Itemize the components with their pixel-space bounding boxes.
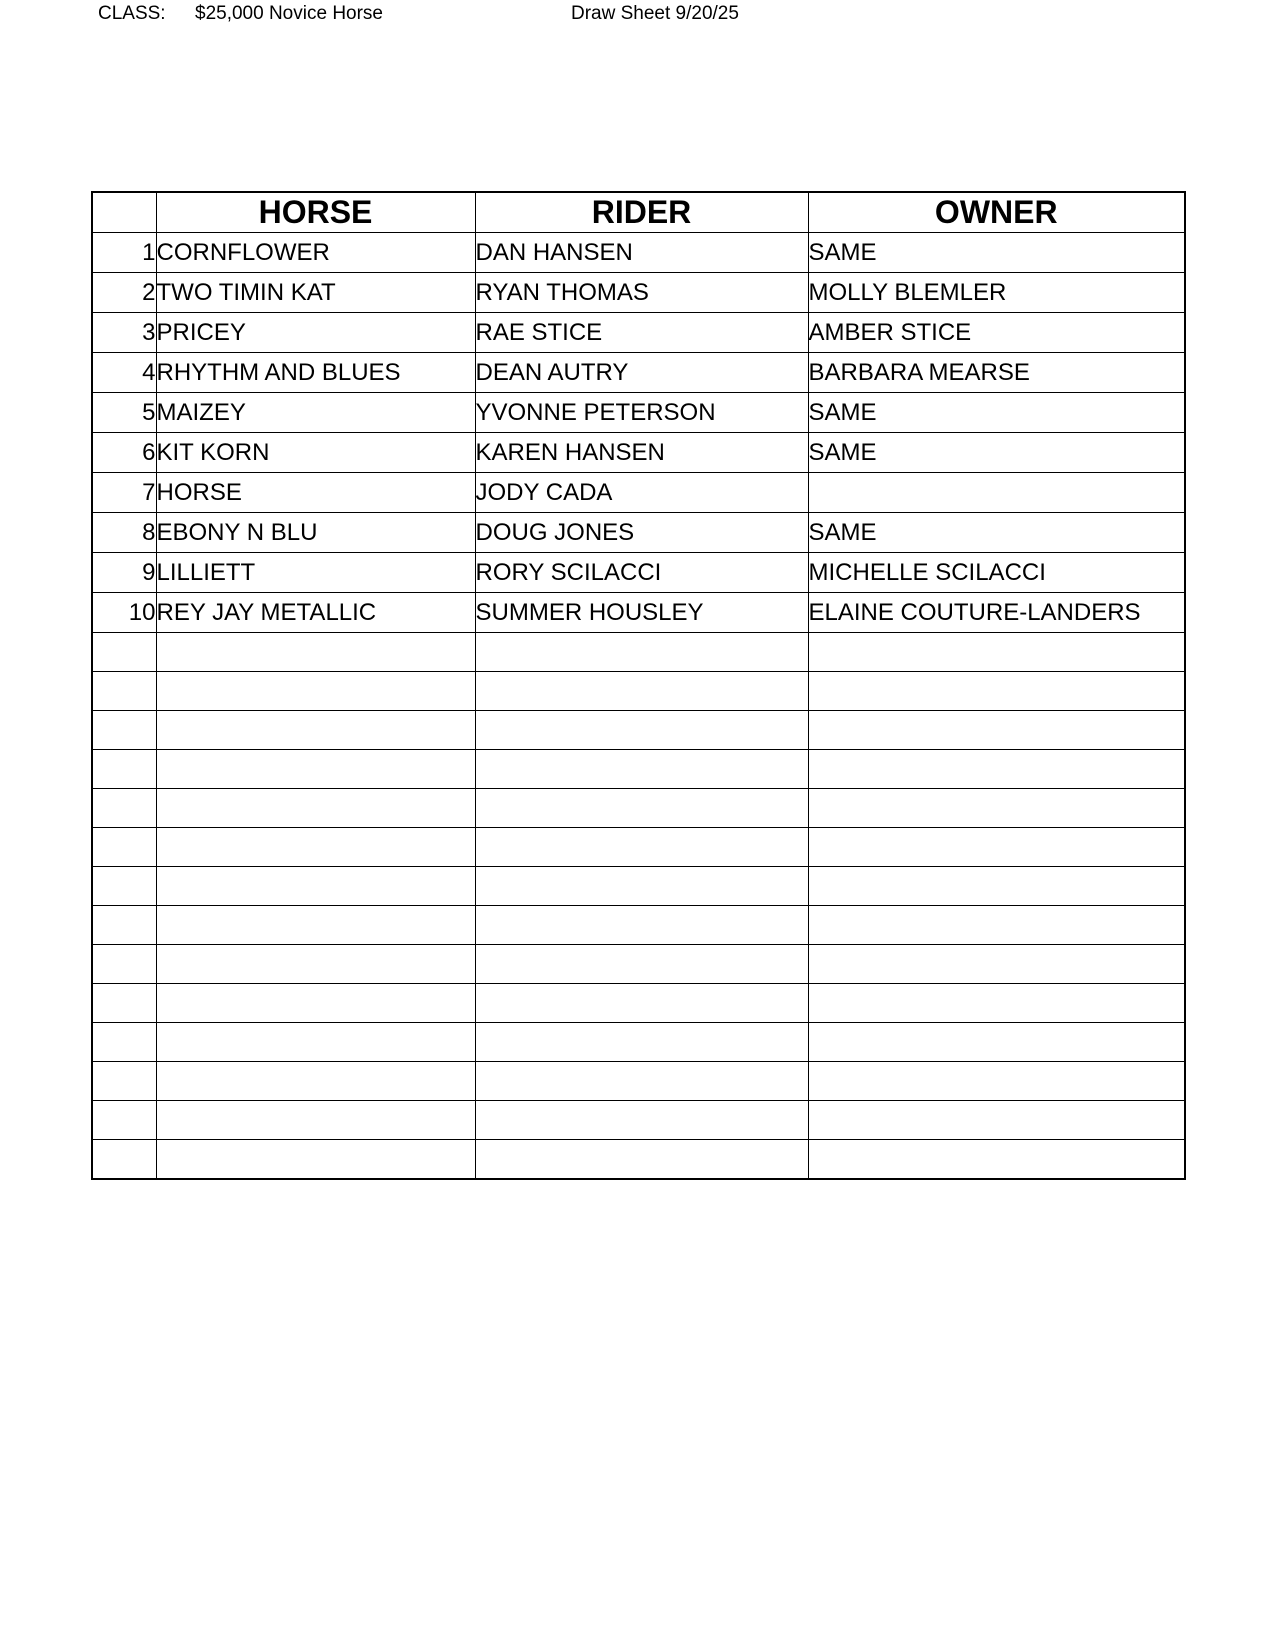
draw-number-cell bbox=[92, 945, 156, 984]
rider-cell bbox=[475, 945, 808, 984]
table-row bbox=[92, 672, 1185, 711]
rider-cell: DAN HANSEN bbox=[475, 233, 808, 273]
draw-number-cell bbox=[92, 750, 156, 789]
draw-number-cell: 1 bbox=[92, 233, 156, 273]
column-header-owner: OWNER bbox=[808, 192, 1185, 233]
rider-cell bbox=[475, 672, 808, 711]
horse-cell bbox=[156, 672, 475, 711]
draw-table bbox=[91, 191, 1186, 1180]
class-label: CLASS: bbox=[98, 3, 166, 24]
horse-cell bbox=[156, 867, 475, 906]
owner-cell bbox=[808, 867, 1185, 906]
horse-cell: RHYTHM AND BLUES bbox=[156, 353, 475, 393]
owner-cell: ELAINE COUTURE-LANDERS bbox=[808, 593, 1185, 633]
owner-cell: SAME bbox=[808, 433, 1185, 473]
draw-number-cell bbox=[92, 867, 156, 906]
owner-cell: MICHELLE SCILACCI bbox=[808, 553, 1185, 593]
rider-cell: KAREN HANSEN bbox=[475, 433, 808, 473]
draw-number-cell bbox=[92, 1101, 156, 1140]
rider-cell bbox=[475, 984, 808, 1023]
owner-cell bbox=[808, 1023, 1185, 1062]
rider-cell bbox=[475, 633, 808, 672]
draw-number-cell: 2 bbox=[92, 273, 156, 313]
horse-cell bbox=[156, 711, 475, 750]
rider-cell: YVONNE PETERSON bbox=[475, 393, 808, 433]
draw-number-cell: 4 bbox=[92, 353, 156, 393]
horse-cell bbox=[156, 1140, 475, 1179]
column-header-horse: HORSE bbox=[156, 192, 475, 233]
horse-cell: LILLIETT bbox=[156, 553, 475, 593]
table-row bbox=[92, 593, 1185, 633]
rider-cell bbox=[475, 867, 808, 906]
owner-cell: SAME bbox=[808, 233, 1185, 273]
horse-cell bbox=[156, 984, 475, 1023]
table-row bbox=[92, 273, 1185, 313]
horse-cell bbox=[156, 906, 475, 945]
rider-cell: SUMMER HOUSLEY bbox=[475, 593, 808, 633]
horse-cell bbox=[156, 828, 475, 867]
rider-cell bbox=[475, 828, 808, 867]
draw-number-cell bbox=[92, 672, 156, 711]
table-row bbox=[92, 984, 1185, 1023]
rider-cell: RYAN THOMAS bbox=[475, 273, 808, 313]
class-header bbox=[0, 2, 1275, 26]
rider-cell: RAE STICE bbox=[475, 313, 808, 353]
rider-cell bbox=[475, 1062, 808, 1101]
rider-cell bbox=[475, 906, 808, 945]
rider-cell bbox=[475, 789, 808, 828]
horse-cell: PRICEY bbox=[156, 313, 475, 353]
horse-cell: REY JAY METALLIC bbox=[156, 593, 475, 633]
horse-cell: MAIZEY bbox=[156, 393, 475, 433]
table-row bbox=[92, 945, 1185, 984]
table-row bbox=[92, 633, 1185, 672]
table-row bbox=[92, 393, 1185, 433]
horse-cell bbox=[156, 1101, 475, 1140]
draw-number-cell bbox=[92, 906, 156, 945]
owner-cell bbox=[808, 633, 1185, 672]
rider-cell: DOUG JONES bbox=[475, 513, 808, 553]
horse-cell bbox=[156, 633, 475, 672]
table-row bbox=[92, 789, 1185, 828]
owner-cell: AMBER STICE bbox=[808, 313, 1185, 353]
table-row bbox=[92, 906, 1185, 945]
owner-cell: SAME bbox=[808, 513, 1185, 553]
column-header-number bbox=[92, 192, 156, 233]
draw-number-cell: 6 bbox=[92, 433, 156, 473]
horse-cell bbox=[156, 750, 475, 789]
owner-cell bbox=[808, 828, 1185, 867]
table-row bbox=[92, 828, 1185, 867]
rider-cell bbox=[475, 750, 808, 789]
owner-cell bbox=[808, 473, 1185, 513]
owner-cell: MOLLY BLEMLER bbox=[808, 273, 1185, 313]
draw-number-cell: 10 bbox=[92, 593, 156, 633]
draw-number-cell bbox=[92, 1140, 156, 1179]
table-row bbox=[92, 1140, 1185, 1179]
draw-number-cell: 9 bbox=[92, 553, 156, 593]
draw-number-cell bbox=[92, 789, 156, 828]
table-row bbox=[92, 1062, 1185, 1101]
horse-cell bbox=[156, 1023, 475, 1062]
rider-cell: DEAN AUTRY bbox=[475, 353, 808, 393]
horse-cell: HORSE bbox=[156, 473, 475, 513]
table-row bbox=[92, 1101, 1185, 1140]
owner-cell bbox=[808, 984, 1185, 1023]
table-header-row bbox=[92, 192, 1185, 233]
horse-cell bbox=[156, 1062, 475, 1101]
class-name: $25,000 Novice Horse bbox=[195, 3, 383, 24]
owner-cell bbox=[808, 1101, 1185, 1140]
table-row bbox=[92, 353, 1185, 393]
owner-cell bbox=[808, 789, 1185, 828]
draw-number-cell bbox=[92, 828, 156, 867]
table-body bbox=[92, 233, 1185, 1179]
owner-cell bbox=[808, 1062, 1185, 1101]
owner-cell bbox=[808, 1140, 1185, 1179]
table-row bbox=[92, 473, 1185, 513]
table-row bbox=[92, 867, 1185, 906]
draw-number-cell bbox=[92, 984, 156, 1023]
draw-number-cell bbox=[92, 711, 156, 750]
draw-number-cell: 7 bbox=[92, 473, 156, 513]
draw-number-cell: 8 bbox=[92, 513, 156, 553]
draw-sheet-date: Draw Sheet 9/20/25 bbox=[571, 3, 739, 24]
rider-cell bbox=[475, 711, 808, 750]
table-row bbox=[92, 513, 1185, 553]
owner-cell: BARBARA MEARSE bbox=[808, 353, 1185, 393]
draw-number-cell: 3 bbox=[92, 313, 156, 353]
horse-cell: EBONY N BLU bbox=[156, 513, 475, 553]
draw-number-cell bbox=[92, 633, 156, 672]
table-row bbox=[92, 750, 1185, 789]
rider-cell: JODY CADA bbox=[475, 473, 808, 513]
owner-cell bbox=[808, 906, 1185, 945]
table-row bbox=[92, 313, 1185, 353]
horse-cell: KIT KORN bbox=[156, 433, 475, 473]
horse-cell: CORNFLOWER bbox=[156, 233, 475, 273]
horse-cell bbox=[156, 945, 475, 984]
horse-cell bbox=[156, 789, 475, 828]
draw-number-cell bbox=[92, 1062, 156, 1101]
rider-cell bbox=[475, 1140, 808, 1179]
table-row bbox=[92, 553, 1185, 593]
draw-number-cell bbox=[92, 1023, 156, 1062]
table-row bbox=[92, 1023, 1185, 1062]
column-header-rider: RIDER bbox=[475, 192, 808, 233]
table-row bbox=[92, 233, 1185, 273]
horse-cell: TWO TIMIN KAT bbox=[156, 273, 475, 313]
rider-cell bbox=[475, 1023, 808, 1062]
table-row bbox=[92, 433, 1185, 473]
rider-cell bbox=[475, 1101, 808, 1140]
owner-cell bbox=[808, 945, 1185, 984]
draw-number-cell: 5 bbox=[92, 393, 156, 433]
rider-cell: RORY SCILACCI bbox=[475, 553, 808, 593]
owner-cell: SAME bbox=[808, 393, 1185, 433]
table-row bbox=[92, 711, 1185, 750]
owner-cell bbox=[808, 750, 1185, 789]
owner-cell bbox=[808, 711, 1185, 750]
owner-cell bbox=[808, 672, 1185, 711]
